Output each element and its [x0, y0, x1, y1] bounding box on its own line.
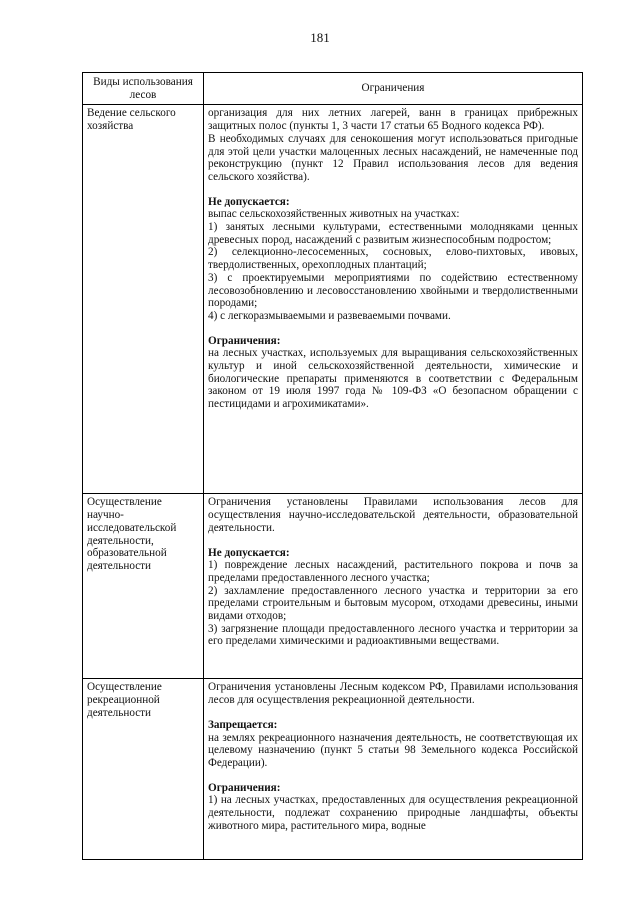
spacer: [208, 770, 578, 782]
list-item: 2) селекционно-лесосеменных, сосновых, елово-пихтовых, ивовых, твердолиственных, орехоплодных плантаций;: [208, 246, 578, 272]
spacer: [208, 323, 578, 335]
table-row-research: [83, 494, 583, 679]
header-usage-types: Виды использования лесов: [83, 73, 204, 105]
list-item: 3) с проектируемыми мероприятиями по содействию естественному лесовозобновлению и лесовосстановлению хвойными и твердолиственными породами;: [208, 271, 578, 310]
paragraph: организация для них летних лагерей, ванн в границах прибрежных защитных полос (пункты 1, 3 части 17 статьи 65 Водного кодекса РФ).: [208, 107, 578, 133]
restrictions-cell: [204, 105, 583, 494]
page-number: 181: [310, 30, 330, 45]
paragraph: на землях рекреационного назначения деятельность, не соответствующая их целевому назначению (пункт 5 статьи 98 Земельного кодекса Российской Федерации).: [208, 731, 578, 769]
table-row-recreation: [83, 679, 583, 860]
spacer: [208, 535, 578, 547]
restrictions-cell: [204, 679, 583, 860]
paragraph: Ограничения установлены Правилами использования лесов для осуществления научно-исследовательской деятельности, образовательной деятельности.: [208, 496, 578, 534]
section-heading: Запрещается:: [208, 718, 278, 731]
list-item: 3) загрязнение площади предоставленного лесного участка и территории за его пределами химическими и радиоактивными веществами.: [208, 622, 578, 648]
list-item: 4) с легкоразмываемыми и развеваемыми почвами.: [208, 309, 451, 322]
paragraph: Ограничения установлены Лесным кодексом РФ, Правилами использования лесов для осуществления рекреационной деятельности.: [208, 681, 578, 707]
restrictions-table: [82, 72, 583, 860]
list-item: 2) захламление предоставленного лесного участка и территории за его пределами строительным и бытовым мусором, отходами древесины, иными видами отходов;: [208, 584, 578, 623]
section-heading: Не допускается:: [208, 546, 290, 559]
paragraph: В необходимых случаях для сенокошения могут использоваться пригодные для этой цели участки малоценных лесных насаждений, не намеченные под реконструкцию (пункт 12 Правил использования лесов для ведения сельского хозяйства).: [208, 132, 578, 183]
section-heading: Не допускается:: [208, 195, 290, 208]
list-item: 1) повреждение лесных насаждений, растительного покрова и почв за пределами предоставленного лесного участка;: [208, 559, 578, 584]
table-header-row: [83, 73, 583, 105]
paragraph: выпас сельскохозяйственных животных на участках:: [208, 208, 460, 221]
section-heading: Ограничения:: [208, 334, 281, 347]
list-item: 1) занятых лесными культурами, естественными молодняками ценных древесных пород, насаждений с развитым жизнеспособным подростом;: [208, 221, 578, 246]
header-restrictions: Ограничения: [204, 73, 583, 105]
list-item: 1) на лесных участках, предоставленных для осуществления рекреационной деятельности, подлежат сохранению природные ландшафты, объекты животного мира, растительного мира, водные: [208, 794, 578, 832]
category-cell: Осуществление научно-исследовательской деятельности, образовательной деятельности: [83, 494, 204, 679]
spacer: [208, 184, 578, 196]
category-cell: Осуществление рекреационной деятельности: [83, 679, 204, 860]
restrictions-cell: [204, 494, 583, 679]
paragraph: на лесных участках, используемых для выращивания сельскохозяйственных культур и иной сельскохозяйственной деятельности, химические и биологические препараты применяются в соответствии с Федеральным законом от 19 июля 1997 года № 109-ФЗ «О безопасном обращении с пестицидами и агрохимикатами».: [208, 347, 578, 411]
table-row-agriculture: [83, 105, 583, 494]
spacer: [208, 707, 578, 719]
category-cell: Ведение сельского хозяйства: [83, 105, 204, 494]
section-heading: Ограничения:: [208, 781, 281, 794]
